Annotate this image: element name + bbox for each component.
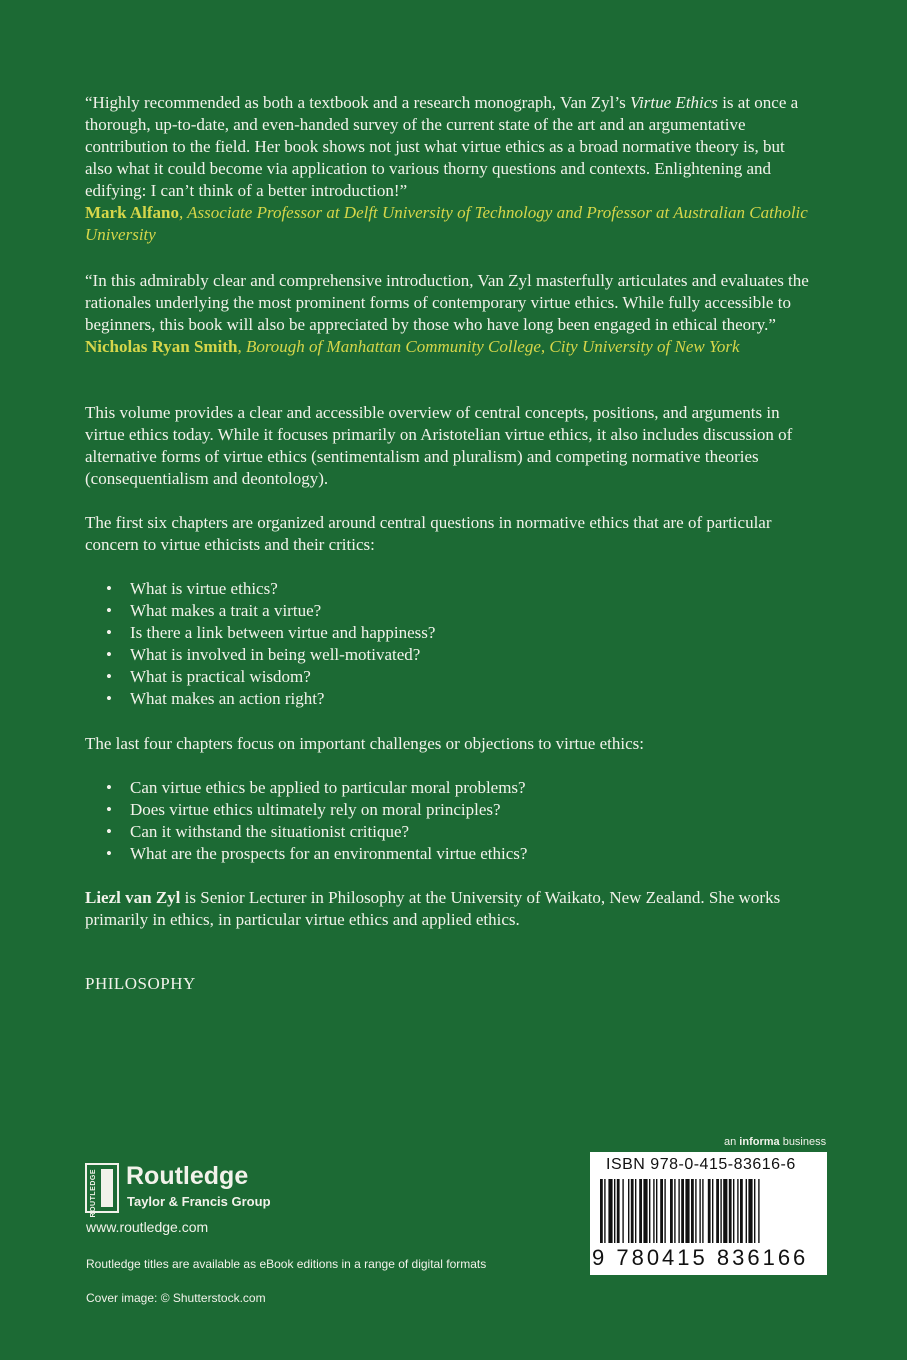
informa-prefix: an [724, 1136, 740, 1148]
list-item: • What is involved in being well-motivated? [106, 644, 435, 666]
quote-author: Nicholas Ryan Smith [85, 337, 238, 356]
barcode-bar [631, 1179, 634, 1243]
cover-credit: Cover image: © Shutterstock.com [86, 1291, 266, 1305]
barcode-bar [664, 1179, 665, 1243]
barcode-bar [685, 1179, 689, 1243]
quote-alfano [85, 92, 815, 246]
barcode-bar [678, 1179, 679, 1243]
author-bio [85, 887, 815, 931]
barcode-bar [608, 1179, 612, 1243]
barcode-bar [617, 1179, 620, 1243]
barcode-bar [604, 1179, 605, 1243]
quote-text: “Highly recommended as both a textbook and a research monograph, Van Zyl’s [85, 93, 630, 112]
barcode-bar [716, 1179, 719, 1243]
barcode-bar [748, 1179, 752, 1243]
barcode-bar [737, 1179, 738, 1243]
barcode-bar [670, 1179, 673, 1243]
book-description: This volume provides a clear and accessible overview of central concepts, positions, and arguments in virtue ethics today. While it focuses primarily on Aristotelian virtue ethics, it also includes discussion of alternative forms of virtue ethics (sentimentalism and pluralism) and competing normative theories (consequentialism and deontology). [85, 403, 793, 488]
publisher-name: Routledge [126, 1162, 249, 1190]
barcode-bar [695, 1179, 696, 1243]
list-item: • What makes an action right? [106, 688, 435, 710]
barcode-bar [723, 1179, 727, 1243]
barcode-bar [740, 1179, 743, 1243]
barcode-bar [600, 1179, 603, 1243]
list-item: • Is there a link between virtue and happiness? [106, 622, 435, 644]
quote-text-cont: is at once a thorough, up-to-date, and even-handed survey of the current state of the art and an argumentative contribution to the field. Her book shows not just what virtue ethics as a broad normative theory is, but also what it could become via application to various thorny questions and contexts. Enlightening and edifying: I can’t think of a better introduction!” [85, 93, 799, 200]
informa-business [724, 1136, 826, 1148]
barcode-bar [729, 1179, 732, 1243]
publisher-group: Taylor & Francis Group [127, 1194, 271, 1209]
barcode-bar [699, 1179, 700, 1243]
quote-smith [85, 270, 815, 358]
barcode-bar [712, 1179, 713, 1243]
logo-text: ROUTLEDGE [90, 1169, 97, 1218]
barcode-bar [639, 1179, 642, 1243]
author-name: Liezl van Zyl [85, 888, 181, 907]
list-item: • What is practical wisdom? [106, 666, 435, 688]
barcode-bar [691, 1179, 694, 1243]
list-item: • Does virtue ethics ultimately rely on moral principles? [106, 799, 527, 821]
barcode-bar [720, 1179, 721, 1243]
barcode-bar [758, 1179, 759, 1243]
quote-text: “In this admirably clear and comprehensive introduction, Van Zyl masterfully articulates and evaluates the rationales underlying the most prominent forms of contemporary virtue ethics. While fully accessible to beginners, this book will also be appreciated by those who have long been engaged in ethical theory.” [85, 271, 809, 334]
first-chapters-intro: The first six chapters are organized around central questions in normative ethics that are of particular concern to virtue ethicists and their critics: [85, 513, 772, 554]
informa-suffix: business [779, 1136, 827, 1148]
last-chapters-intro: The last four chapters focus on important challenges or objections to virtue ethics: [85, 734, 644, 753]
barcode-bar [674, 1179, 675, 1243]
routledge-logo [85, 1163, 119, 1218]
barcode-bar [708, 1179, 711, 1243]
quote-author: Mark Alfano [85, 203, 179, 222]
list-item: • What are the prospects for an environmental virtue ethics? [106, 843, 527, 865]
barcode-bar [746, 1179, 747, 1243]
barcode-bar [614, 1179, 615, 1243]
barcode-bar [649, 1179, 650, 1243]
quote-affiliation: , Associate Professor at Delft University of Technology and Professor at Australian Catholic University [85, 203, 808, 244]
list-item: • What makes a trait a virtue? [106, 600, 435, 622]
barcode-bar [628, 1179, 629, 1243]
barcode-bar [681, 1179, 684, 1243]
list-item: • What is virtue ethics? [106, 578, 435, 600]
subject-category: PHILOSOPHY [85, 974, 196, 993]
barcode-bar [635, 1179, 636, 1243]
quote-affiliation: , Borough of Manhattan Community College, City University of New York [237, 337, 740, 356]
ebook-note: Routledge titles are available as eBook editions in a range of digital formats [86, 1257, 487, 1271]
first-questions-list [106, 578, 435, 710]
barcode-bar [660, 1179, 663, 1243]
list-item: • Can virtue ethics be applied to particular moral problems? [106, 777, 527, 799]
last-questions-list [106, 777, 527, 865]
barcode-bar [656, 1179, 657, 1243]
barcode-digits: 9 780415 836166 [592, 1245, 809, 1270]
barcode-bar [733, 1179, 734, 1243]
barcode-bar [702, 1179, 703, 1243]
isbn-label: ISBN 978-0-415-83616-6 [606, 1156, 796, 1173]
barcode-bar [643, 1179, 647, 1243]
barcode-icon [600, 1179, 817, 1243]
list-item: • Can it withstand the situationist critique? [106, 821, 527, 843]
informa-brand: informa [739, 1136, 780, 1148]
barcode-bar [622, 1179, 623, 1243]
barcode-bar [653, 1179, 654, 1243]
book-title: Virtue Ethics [629, 93, 718, 112]
author-bio-text: is Senior Lecturer in Philosophy at the University of Waikato, New Zealand. She works primarily in ethics, in particular virtue ethics and applied ethics. [85, 888, 781, 929]
barcode-box [590, 1152, 827, 1275]
publisher-url: www.routledge.com [86, 1219, 209, 1235]
barcode-bar [754, 1179, 755, 1243]
